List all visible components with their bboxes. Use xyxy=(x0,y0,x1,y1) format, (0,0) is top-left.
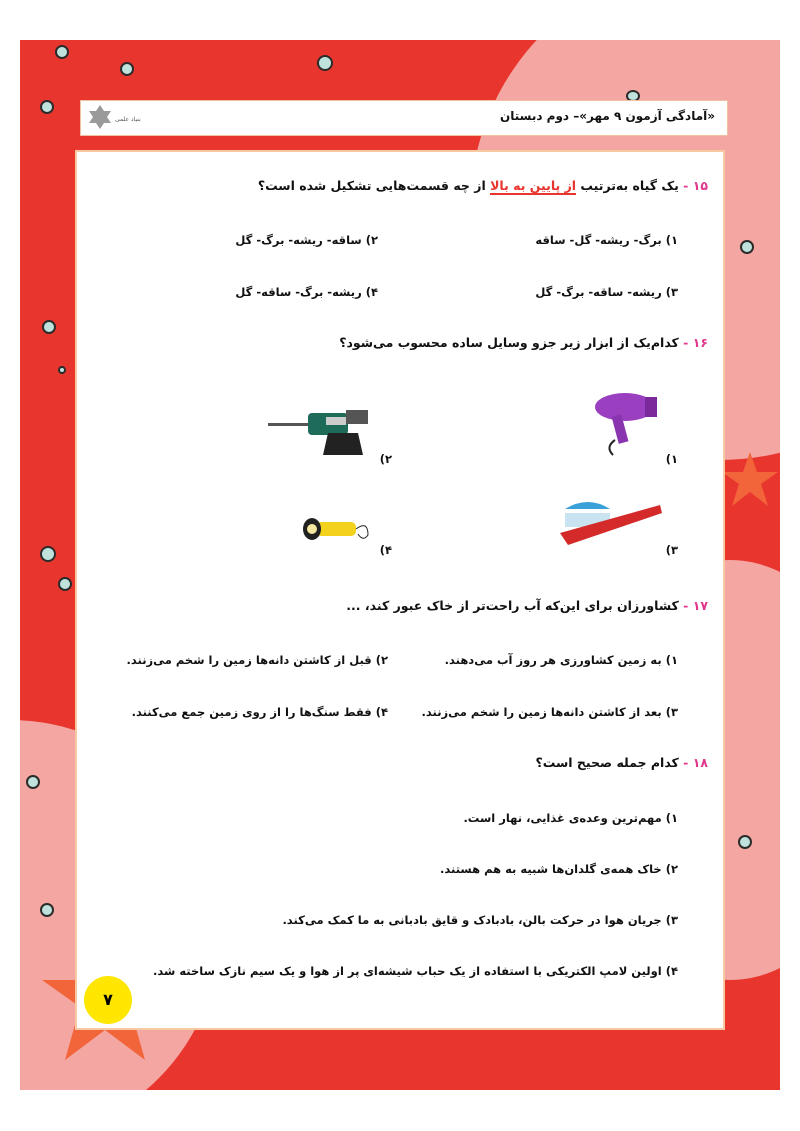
option-1[interactable]: ۱) مهم‌ترین وعده‌ی غذایی، نهار است. xyxy=(463,811,678,825)
question-number: ۱۵ xyxy=(692,178,708,193)
option-2[interactable]: ۲) خاک همه‌ی گلدان‌ها شبیه به هم هستند. xyxy=(440,862,678,876)
question-text: کدام‌یک از ابزار زیر جزو وسایل ساده محسوب می‌شود؟ xyxy=(339,335,679,350)
content-panel xyxy=(75,150,725,1030)
option-3[interactable]: ۳) جریان هوا در حرکت بالن، بادبادک و قایق بادبانی به ما کمک می‌کند. xyxy=(282,913,678,927)
question-separator: - xyxy=(678,755,693,770)
page-header xyxy=(80,100,728,136)
option-3[interactable]: ۳) بعد از کاشتن دانه‌ها زمین را شخم می‌زنند. xyxy=(421,705,678,719)
option-1[interactable]: ۱) برگ- ریشه- گل- ساقه xyxy=(535,233,678,247)
toothbrush-image xyxy=(560,495,665,555)
flashlight-image xyxy=(298,510,373,550)
option-4[interactable]: ۴) ریشه- برگ- ساقه- گل xyxy=(235,285,378,299)
bubble xyxy=(58,577,72,591)
svg-text:بنیاد علمی: بنیاد علمی xyxy=(115,116,141,123)
publisher-logo xyxy=(85,103,145,133)
question-text: یک گیاه به‌ترتیب xyxy=(576,178,679,193)
option-3[interactable]: ۳) ریشه- ساقه- برگ- گل xyxy=(535,285,678,299)
hair-dryer-image xyxy=(585,385,660,460)
question-text: از چه قسمت‌هایی تشکیل شده است؟ xyxy=(257,178,491,193)
bubble xyxy=(40,546,56,562)
bubble xyxy=(55,45,69,59)
question-text: کدام جمله صحیح است؟ xyxy=(535,755,679,770)
bubble xyxy=(120,62,134,76)
header-title: «آمادگی آزمون ۹ مهر»– دوم دبستان xyxy=(499,109,715,123)
bubble xyxy=(40,903,54,917)
bubble xyxy=(738,835,752,849)
option-2[interactable]: ۲) قبل از کاشتن دانه‌ها زمین را شخم می‌زنند. xyxy=(126,653,388,667)
option-4[interactable]: ۴) اولین لامپ الکتریکی با استفاده از یک حباب شیشه‌ای پر از هوا و یک سیم نازک ساخته شد. xyxy=(153,964,678,978)
bubble xyxy=(40,100,54,114)
question-number: ۱۸ xyxy=(692,755,708,770)
option-4[interactable]: ۴) فقط سنگ‌ها را از روی زمین جمع می‌کنند. xyxy=(131,705,388,719)
question-15 xyxy=(258,178,708,193)
bubble xyxy=(317,55,333,71)
option-2[interactable]: ۲) xyxy=(379,452,392,466)
option-2[interactable]: ۲) ساقه- ریشه- برگ- گل xyxy=(235,233,378,247)
page-number: ۷ xyxy=(84,976,132,1024)
question-16 xyxy=(339,335,708,350)
bubble xyxy=(58,366,66,374)
question-18 xyxy=(536,755,709,770)
question-text: کشاورزان برای این‌که آب راحت‌تر از خاک عبور کند، ... xyxy=(346,598,679,613)
bubble xyxy=(740,240,754,254)
option-1[interactable]: ۱) xyxy=(665,452,678,466)
question-separator: - xyxy=(678,178,693,193)
question-number: ۱۷ xyxy=(692,598,708,613)
option-3[interactable]: ۳) xyxy=(665,543,678,557)
question-highlight: از پایین به بالا xyxy=(490,178,577,193)
question-separator: - xyxy=(678,335,693,350)
option-1[interactable]: ۱) به زمین کشاورزی هر روز آب می‌دهند. xyxy=(444,653,678,667)
option-4[interactable]: ۴) xyxy=(379,543,392,557)
question-17 xyxy=(346,598,708,613)
bubble xyxy=(26,775,40,789)
star-icon xyxy=(720,450,780,510)
question-number: ۱۶ xyxy=(692,335,708,350)
bubble xyxy=(42,320,56,334)
question-separator: - xyxy=(678,598,693,613)
hammer-drill-image xyxy=(268,395,378,460)
